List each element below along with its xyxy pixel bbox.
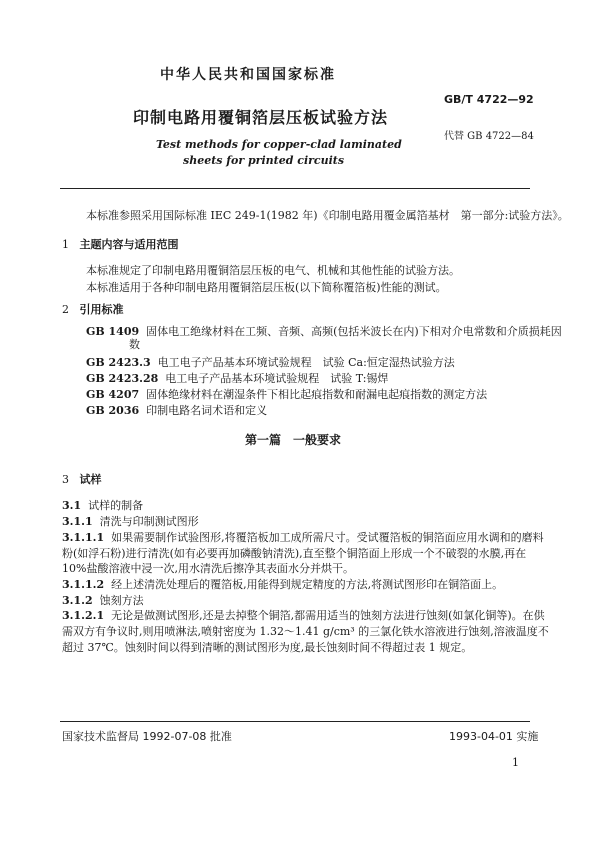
section-2-heading	[62, 303, 124, 316]
section-title: 引用标准	[79, 303, 124, 316]
replaces-note: 代替 GB 4722—84	[444, 131, 534, 142]
reference-text-continued: 数	[129, 338, 140, 351]
reference-code: GB 1409	[86, 325, 140, 338]
reference-text: 印制电路名词术语和定义	[146, 404, 268, 417]
reference-code: GB 4207	[86, 388, 140, 401]
clause-number: 3.1.1.1	[62, 531, 105, 544]
intro-paragraph: 本标准参照采用国际标准 IEC 249-1(1982 年)《印制电路用覆金属箔基材 第一部分:试验方法》。	[86, 209, 569, 222]
reference-code: GB 2423.28	[86, 372, 159, 385]
reference-item	[86, 404, 267, 417]
clause-number: 3.1.2	[62, 594, 93, 607]
national-standard-title: 中华人民共和国国家标准	[160, 67, 336, 83]
clause-number: 3.1	[62, 499, 82, 512]
clause-3-1-1-1	[62, 531, 544, 544]
clause-3-1-1-2	[62, 578, 503, 591]
section-1-para-1: 本标准规定了印制电路用覆铜箔层压板的电气、机械和其他性能的试验方法。	[86, 264, 460, 277]
reference-item	[86, 388, 487, 401]
reference-text: 电工电子产品基本环境试验规程 试验 T:锡焊	[165, 372, 389, 385]
part-title: 第一篇 一般要求	[245, 433, 342, 447]
clause-number: 3.1.1	[62, 515, 93, 528]
clause-text: 试样的制备	[88, 499, 144, 512]
clause-text: 无论是做测试图形,还是去掉整个铜箔,都需用适当的蚀刻方法进行蚀刻(如氯化铜等)。在供	[111, 609, 545, 622]
title-zh: 印制电路用覆铜箔层压板试验方法	[133, 108, 389, 127]
section-number: 1	[62, 238, 69, 251]
implementation-date: 1993-04-01 实施	[449, 730, 539, 743]
reference-code: GB 2423.3	[86, 356, 151, 369]
reference-code: GB 2036	[86, 404, 140, 417]
clause-text-line: 10%盐酸溶液中浸一次,用水清洗后擦净其表面水分并烘干。	[62, 562, 354, 575]
clause-text-line: 粉(如浮石粉)进行清洗(如有必要再加磷酸钠清洗),直至整个铜箔面上形成一个不破裂的水膜,再在	[62, 547, 527, 560]
title-en-line2: sheets for printed circuits	[183, 154, 345, 167]
clause-text: 蚀刻方法	[99, 594, 144, 607]
reference-text: 固体绝缘材料在潮湿条件下相比起痕指数和耐漏电起痕指数的测定方法	[146, 388, 488, 401]
clause-text-line: 需双方有争议时,则用喷淋法,喷射密度为 1.32～1.41 g/cm³ 的三氯化铁水溶液进行蚀刻,溶液温度不	[62, 625, 549, 638]
page-number: 1	[512, 756, 519, 769]
reference-item	[86, 325, 562, 338]
clause-text: 经上述清洗处理后的覆箔板,用能得到规定精度的方法,将测试图形印在铜箔面上。	[111, 578, 504, 591]
clause-3-1-1	[62, 515, 199, 528]
header-rule	[60, 188, 530, 189]
clause-3-1-2-1	[62, 609, 545, 622]
section-1-para-2: 本标准适用于各种印制电路用覆铜箔层压板(以下简称覆箔板)性能的测试。	[86, 281, 447, 294]
reference-item	[86, 356, 455, 369]
clause-number: 3.1.2.1	[62, 609, 105, 622]
reference-item	[86, 372, 388, 385]
section-number: 3	[62, 473, 69, 486]
title-en-line1: Test methods for copper-clad laminated	[156, 138, 402, 151]
section-title: 试样	[79, 473, 102, 486]
clause-text: 如果需要制作试验图形,将覆箔板加工成所需尺寸。受试覆箔板的铜箔面应用水调和的磨料	[111, 531, 544, 544]
section-1-heading	[62, 238, 179, 251]
section-3-heading	[62, 473, 102, 486]
section-title: 主题内容与适用范围	[79, 238, 179, 251]
footer-rule	[60, 721, 530, 722]
clause-3-1-2	[62, 594, 144, 607]
clause-3-1	[62, 499, 143, 512]
clause-number: 3.1.1.2	[62, 578, 105, 591]
standard-number: GB/T 4722—92	[444, 93, 534, 106]
approval-date: 国家技术监督局 1992-07-08 批准	[62, 730, 232, 743]
clause-text: 清洗与印制测试图形	[99, 515, 199, 528]
clause-text-line: 超过 37℃。蚀刻时间以得到清晰的测试图形为度,最长蚀刻时间不得超过表 1 规定。	[62, 641, 473, 654]
reference-text: 电工电子产品基本环境试验规程 试验 Ca:恒定湿热试验方法	[157, 356, 455, 369]
section-number: 2	[62, 303, 69, 316]
reference-text: 固体电工绝缘材料在工频、音频、高频(包括米波长在内)下相对介电常数和介质损耗因	[146, 325, 562, 338]
